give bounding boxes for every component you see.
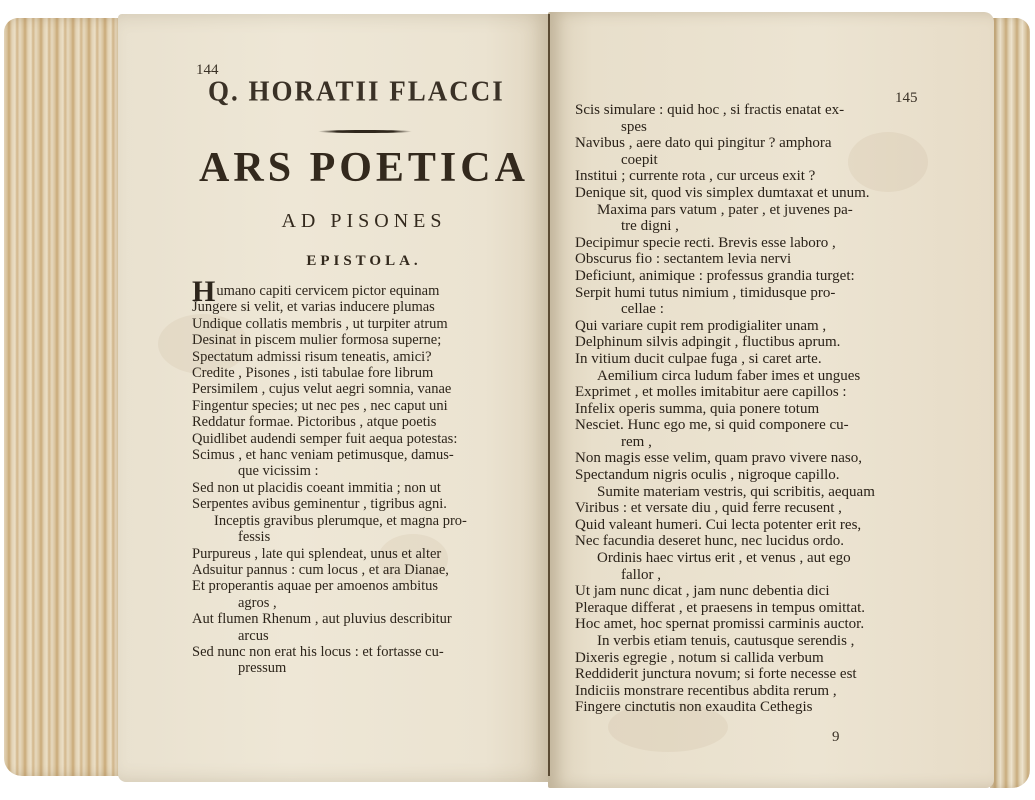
verse-text: Fingere cinctutis non exaudita Cethegis [575,699,813,716]
right-page-verses [575,102,925,716]
verse-line [575,235,925,252]
verse-text: Purpureus , late qui splendeat, unus et alter [192,545,442,562]
verse-text: Scis simulare : quid hoc , si fractis enatat ex- [575,102,845,118]
verse-text: Adsuitur pannus : cum locus , et ara Dianae, [192,561,449,578]
verse-text: Dixeris egregie , notum si callida verbum [575,649,824,666]
verse-text: Serpentes avibus geminentur , tigribus agni. [192,496,447,513]
page-number-right: 145 [895,90,918,106]
verse-text: Spectatum admissi risum teneatis, amici? [192,348,432,365]
verse-line [192,480,532,496]
verse-line [575,567,925,584]
verse-text: Navibus , aere dato qui pingitur ? amphora [575,135,832,152]
epistola-heading: EPISTOLA. [306,253,422,269]
verse-line [192,398,532,414]
verse-text: Nec facundia deseret hunc, nec lucidus ordo. [575,533,845,550]
verse-text: Ut jam nunc dicat , jam nunc debentia dici [575,583,830,600]
verse-line [575,268,925,285]
verse-text: In verbis etiam tenuis, cautusque serendis , [597,633,855,649]
verse-line [192,349,532,365]
verse-line [192,447,532,463]
verse-text: Non magis esse velim, quam pravo vivere naso, [575,450,863,467]
verse-line [575,683,925,700]
verse-line [192,365,532,381]
verse-line [192,414,532,430]
verse-text: Fingentur species; ut nec pes , nec caput uni [192,397,448,414]
verse-text: Sed nunc non erat his locus : et fortasse cu- [192,643,444,660]
verse-text: Sed non ut placidis coeant immitia ; non ut [192,479,441,496]
verse-text: Exprimet , et molles imitabitur aere capillos : [575,384,847,401]
verse-line [575,533,925,550]
verse-text: Persimilem , cujus velut aegri somnia, vanae [192,381,452,398]
verse-text: Reddiderit junctura novum; si forte necesse est [575,666,857,683]
left-page-edges [4,18,126,776]
verse-text: Aemilium circa ludum faber imes et ungues [597,367,861,384]
verse-line [192,628,532,644]
drop-cap: H [192,275,216,308]
page-number-left: 144 [196,62,219,78]
verse-line [575,500,925,517]
work-title: ARS POETICA [199,145,529,191]
verse-text: rem , [621,433,652,450]
verse-text: Obscurus fio : sectantem levia nervi [575,251,792,268]
verse-text: Qui variare cupit rem prodigialiter unam , [575,317,827,334]
verse-line [575,666,925,683]
verse-line [575,616,925,633]
verse-text: agros , [238,594,277,611]
verse-text: Sumite materiam vestris, qui scribitis, aequam [597,483,875,500]
verse-line [192,513,532,529]
verse-text: Inceptis gravibus plerumque, et magna pro- [214,512,467,529]
verse-line [575,368,925,385]
verse-text: Maxima pars vatum , pater , et juvenes pa- [597,201,853,218]
signature-mark: 9 [832,729,840,745]
running-head: Q. HORATII FLACCI [208,75,505,107]
verse-text: Reddatur formae. Pictoribus , atque poetis [192,414,437,431]
verse-line [192,562,532,578]
left-page-verses [192,275,532,677]
verse-text: Scimus , et hanc veniam petimusque, damus- [192,447,454,464]
verse-line [575,434,925,451]
verse-line [575,450,925,467]
verse-text: Et properantis aquae per amoenos ambitus [192,578,439,595]
verse-line [575,600,925,617]
book-gutter [548,14,550,776]
verse-text: Credite , Pisones , isti tabulae fore librum [192,365,434,382]
verse-line [575,583,925,600]
verse-line [575,467,925,484]
verse-text: Pleraque differat , et praesens in tempus omittat. [575,599,866,616]
verse-line [192,611,532,627]
verse-text: cellae : [621,301,664,318]
verse-line [575,417,925,434]
verse-text: fessis [238,529,271,546]
verse-line [192,299,532,315]
verse-line [192,529,532,545]
verse-line [575,135,925,152]
verse-line [192,644,532,660]
verse-line [575,384,925,401]
verse-line [575,285,925,302]
verse-line [192,546,532,562]
verse-text: Ordinis haec virtus erit , et venus , aut ego [597,550,851,567]
verse-text: spes [621,118,647,135]
verse-line [575,484,925,501]
verse-line [575,650,925,667]
verse-text: coepit [621,151,658,168]
verse-line [575,251,925,268]
verse-text: Undique collatis membris , ut turpiter atrum [192,315,448,332]
verse-line [192,496,532,512]
verse-line [575,119,925,136]
verse-line [575,202,925,219]
verse-line [192,332,532,348]
verse-text: Hoc amet, hoc spernat promissi carminis auctor. [575,616,865,633]
verse-text: arcus [238,627,269,644]
verse-line [192,595,532,611]
verse-text: Desinat in piscem mulier formosa superne; [192,332,442,349]
verse-line [192,316,532,332]
verse-text: Aut flumen Rhenum , aut pluvius describitur [192,611,452,628]
verse-text: Serpit humi tutus nimium , timidusque pro- [575,284,836,301]
right-page-edges [990,18,1030,788]
verse-line [575,550,925,567]
verse-text: que vicissim : [238,463,319,480]
verse-line [575,401,925,418]
verse-line [575,102,925,119]
verse-text: Deficiunt, animique : professus grandia turget: [575,267,855,284]
verse-line [192,578,532,594]
verse-text: Infelix operis summa, quia ponere totum [575,400,820,417]
verse-text: In vitium ducit culpae fuga , si caret arte. [575,350,822,367]
verse-text: Nesciet. Hunc ego me, si quid componere cu- [575,417,849,434]
verse-line [575,168,925,185]
verse-text: pressum [238,660,287,677]
verse-line [192,431,532,447]
verse-line [192,660,532,676]
verse-text: tre digni , [621,218,679,235]
verse-line [192,381,532,397]
verse-line [575,301,925,318]
verse-text: Denique sit, quod vis simplex dumtaxat et unum. [575,184,870,201]
verse-line [575,152,925,169]
verse-line [575,185,925,202]
verse-line [575,351,925,368]
verse-text: Institui ; currente rota , cur urceus exit ? [575,168,816,185]
verse-text: Viribus : et versate diu , quid ferre recusent , [575,500,842,517]
verse-line [192,463,532,479]
verse-text: fallor , [621,566,661,583]
work-subtitle: AD PISONES [281,210,447,232]
verse-line [575,699,925,716]
verse-text: Quid valeant humeri. Cui lecta potenter erit res, [575,516,862,533]
verse-text: Spectandum nigris oculis , nigroque capillo. [575,467,840,484]
title-rule-ornament [318,130,412,133]
verse-line [575,318,925,335]
verse-line [575,517,925,534]
verse-text: umano capiti cervicem pictor equinam [216,283,440,299]
verse-line [575,334,925,351]
verse-line [575,633,925,650]
verse-text: Indiciis monstrare recentibus abdita rerum , [575,682,837,699]
verse-text: Jungere si velit, et varias inducere plumas [192,299,435,316]
verse-text: Decipimur specie recti. Brevis esse laboro , [575,234,836,251]
verse-line [575,218,925,235]
verse-text: Delphinum silvis adpingit , fluctibus aprum. [575,334,841,351]
verse-text: Quidlibet audendi semper fuit aequa potestas: [192,430,458,447]
